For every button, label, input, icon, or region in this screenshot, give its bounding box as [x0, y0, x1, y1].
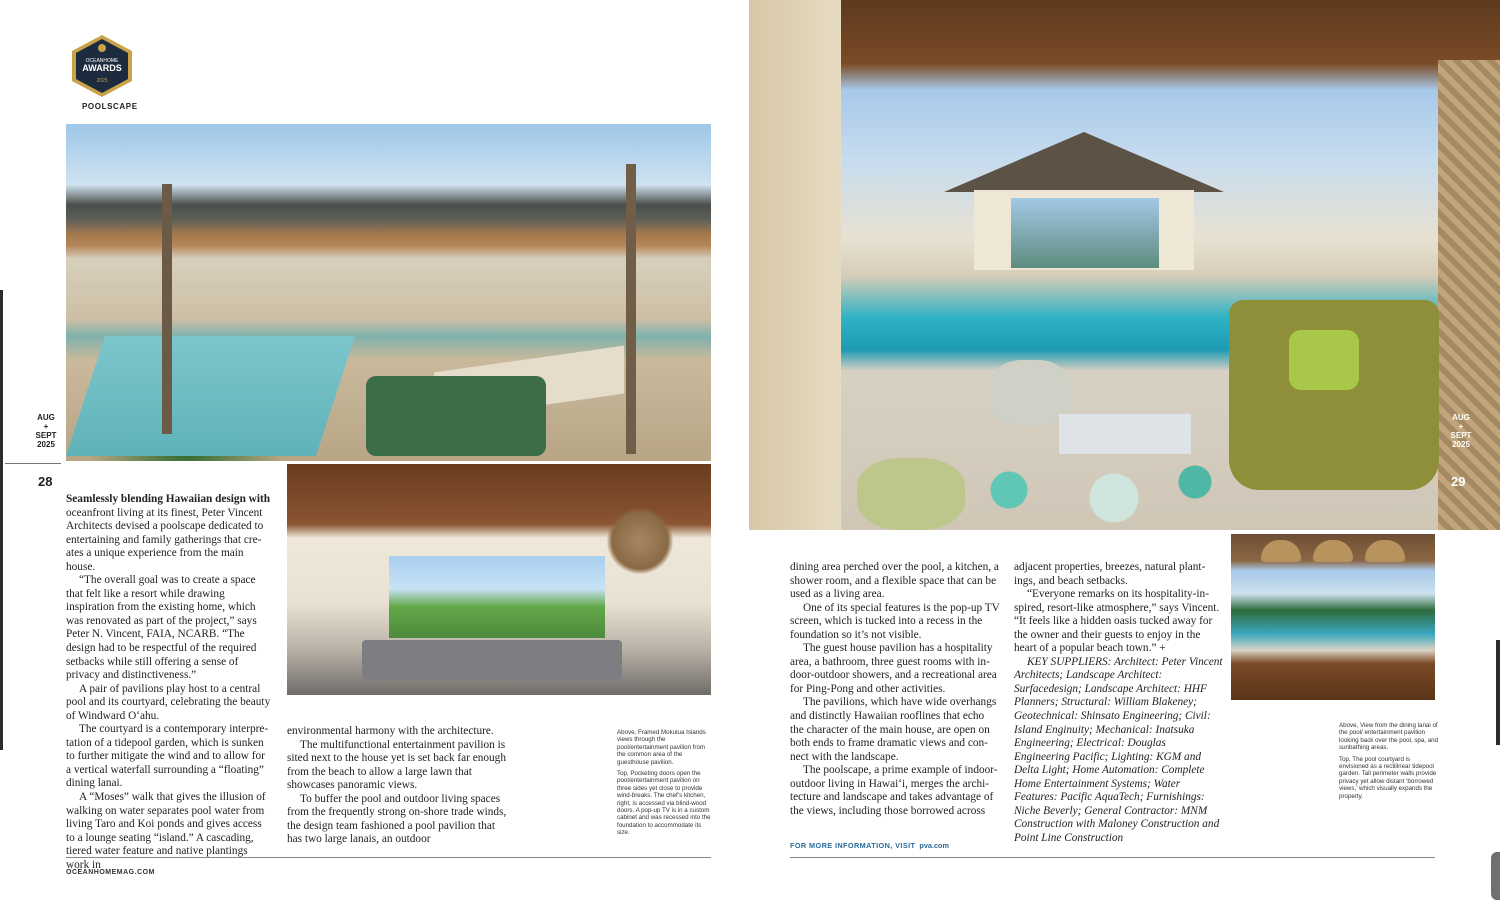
date-year: 2025 [1452, 440, 1470, 449]
lede-rest: oceanfront living at its finest, Peter Vincent Architects devised a poolscape dedicated to entertaining and family gatherings that cre-ates a unique experience from the main house. [66, 506, 264, 573]
photo-caption-left [617, 729, 711, 841]
paragraph: A pair of pavilions play host to a central pool and its courtyard, celebrating the beauty of Windward O‘ahu. [66, 682, 271, 722]
lede-paragraph [66, 493, 271, 574]
rug [949, 450, 1249, 530]
paragraph: adjacent properties, breezes, natural plant-ings, and beach setbacks. [1014, 561, 1206, 587]
paragraph: The poolscape, a prime example of indoor-outdoor living in Hawai‘i, merges the archi-tecture and landscape and takes advantage of the views, including those borrowed across [790, 764, 998, 817]
paragraph: “The overall goal was to create a space that felt like a resort while drawing inspiration from the existing home, which was renovated as part of the project,” says Peter N. Vincent, FAIA, NCARB. “The design had to be respectful of the required setbacks while still offering a sense of privacy and distinctiveness.” [66, 574, 257, 682]
paragraph: “Everyone remarks on its hospitality-in-spired, resort-like atmosphere,” says Vincent. “It feels like a hidden oasis tucked away for the owner and their guests to enjoy in the heart of a popular beach town.” + [1014, 588, 1220, 655]
key-suppliers: KEY SUPPLIERS: Architect: Peter Vincent Architects; Landscape Architect: Surfacedesign; Landscape Architect: HHF Planners; Structural: William Blakeney; Geotechnical: Shinsato Engineering; Civil: Island Enginuity; Mechanical: Inatsuka Engineering; Electrical: Douglas Engineering Pacific; Lighting: KGM and Delta Light; Home Automation: Complete Home Entertainment Systems; Water Features: Pacific AquaTech; Furnishings: Niche Beverly; General Contractor: MNM Construction with Maloney Construction and Point Line Construction [1014, 655, 1223, 844]
palm-trunk [626, 164, 636, 454]
paragraph: One of its special features is the pop-up TV screen, which is tucked into a recess in the foundation so it’s not visible. [790, 601, 1000, 641]
caption-text: Top, The pool courtyard is envisioned as a rectilinear tidepool garden. Tall perimeter walls provide privacy yet allow distant ‘borrowed views,’ which visually expands the property. [1339, 755, 1437, 800]
caption-text: Top, Pocketing doors open the pool/entertainment pavilion on three sides yet close to provide wind-breaks. The chef’s kitchen, right, is accessed via blind-wood doors. A pop-up TV is in a custom cabinet and was recessed into the foundation to accommodate its size. [617, 770, 711, 837]
pavilion-opening [1011, 198, 1159, 268]
footer-site-url[interactable]: OCEANHOMEMAG.COM [66, 869, 155, 876]
pendant-lamp [1313, 540, 1353, 562]
page-edge-right [1496, 640, 1500, 745]
paragraph: To buffer the pool and outdoor living spaces from the frequently strong on-shore trade winds, the design team fashioned a pool pavilion that has two large lanais, an outdoor [287, 792, 507, 846]
caption-text: Above, Framed Mokulua Islands views through the pool/entertainment pavilion from the common area of the guesthouse pavilion. [617, 729, 706, 766]
footer-rule [790, 857, 1435, 858]
photo-dining-lanai [1231, 534, 1435, 700]
date-plus: + [1458, 422, 1464, 431]
lily-pond [366, 376, 546, 456]
pendant-lamp [1261, 540, 1301, 562]
photo-caption-right [1339, 722, 1439, 804]
wall-panel [749, 0, 841, 530]
view-opening [389, 556, 605, 638]
footer-rule [66, 857, 711, 858]
article-column-3 [790, 561, 1000, 818]
date-month: AUG [37, 413, 55, 422]
photo-guesthouse-view [749, 0, 1500, 530]
badge-line1: OCEANHOME [85, 58, 119, 64]
date-year: 2025 [37, 440, 55, 449]
more-info-label: FOR MORE INFORMATION, VISIT [790, 841, 916, 850]
scroll-handle[interactable] [1491, 852, 1500, 900]
article-column-1 [66, 493, 271, 872]
award-badge-icon [68, 33, 136, 99]
date-month2: SEPT [1450, 431, 1472, 440]
photo-entertainment-pavilion [287, 464, 711, 695]
palm-trunk [162, 184, 172, 434]
more-info-link[interactable]: pva.com [919, 841, 949, 850]
pouf [857, 458, 965, 530]
issue-date-left [32, 413, 60, 449]
coffee-table [1059, 414, 1191, 454]
badge-line2: AWARDS [82, 63, 122, 73]
section-label: POOLSCAPE [82, 102, 138, 111]
paragraph: The pavilions, which have wide overhangs and distinctly Hawaiian rooflines that echo the character of the main house, are open on both ends to frame dramatic views and con-nect with the landscape. [790, 696, 997, 763]
caption-text: Above, View from the dining lanai of the pool/ entertainment pavilion looking back over the pool, spa, and sunbathing areas. [1339, 722, 1439, 752]
date-plus: + [43, 422, 49, 431]
page-number-left: 28 [38, 474, 53, 489]
paragraph: The guest house pavilion has a hospitality area, a bathroom, three guest rooms with in-door-outdoor showers, and a recreational area for Ping-Pong and other activities. [790, 642, 997, 695]
sofa [362, 640, 622, 680]
more-info-line [790, 841, 949, 850]
article-column-2 [287, 725, 509, 847]
paragraph: A “Moses” walk that gives the illusion of walking on water separates pool water from living Taro and Koi ponds and gives access to a lounge seating “island.” A cascading, tiered water feature and native plantings work in [66, 791, 266, 871]
folio-rule [5, 463, 61, 464]
photo-pool-courtyard [66, 124, 711, 461]
paragraph: The courtyard is a contemporary interpre-tation of a tidepool garden, which is sunken to further mitigate the wind and to allow for a vertical waterfall surrounding a “floating” dining lanai. [66, 723, 269, 790]
page-edge-left [0, 290, 3, 750]
date-month2: SEPT [35, 431, 57, 440]
woven-wall [1438, 60, 1500, 530]
paragraph: The multifunctional entertainment pavilion is sited next to the house yet is set back far enough from the beach to allow a large lawn that showcases panoramic views. [287, 738, 506, 792]
article-column-4 [1014, 561, 1224, 845]
lede-bold: Seamlessly blending Hawaiian design with [66, 493, 271, 505]
paragraph: environmental harmony with the architecture. [287, 725, 494, 737]
page-number-right: 29 [1451, 474, 1466, 489]
cushion [1289, 330, 1359, 390]
pavilion-roof [944, 132, 1224, 192]
date-month: AUG [1452, 413, 1470, 422]
pendant-lamp [1365, 540, 1405, 562]
pool-shape [66, 336, 355, 456]
hanging-swing [1229, 300, 1439, 490]
driftwood-art [607, 508, 673, 574]
badge-year: 2025 [96, 78, 108, 84]
paragraph: dining area perched over the pool, a kitchen, a shower room, and a flexible space that can be used as a living area. [790, 561, 999, 601]
issue-date-right [1447, 413, 1475, 449]
